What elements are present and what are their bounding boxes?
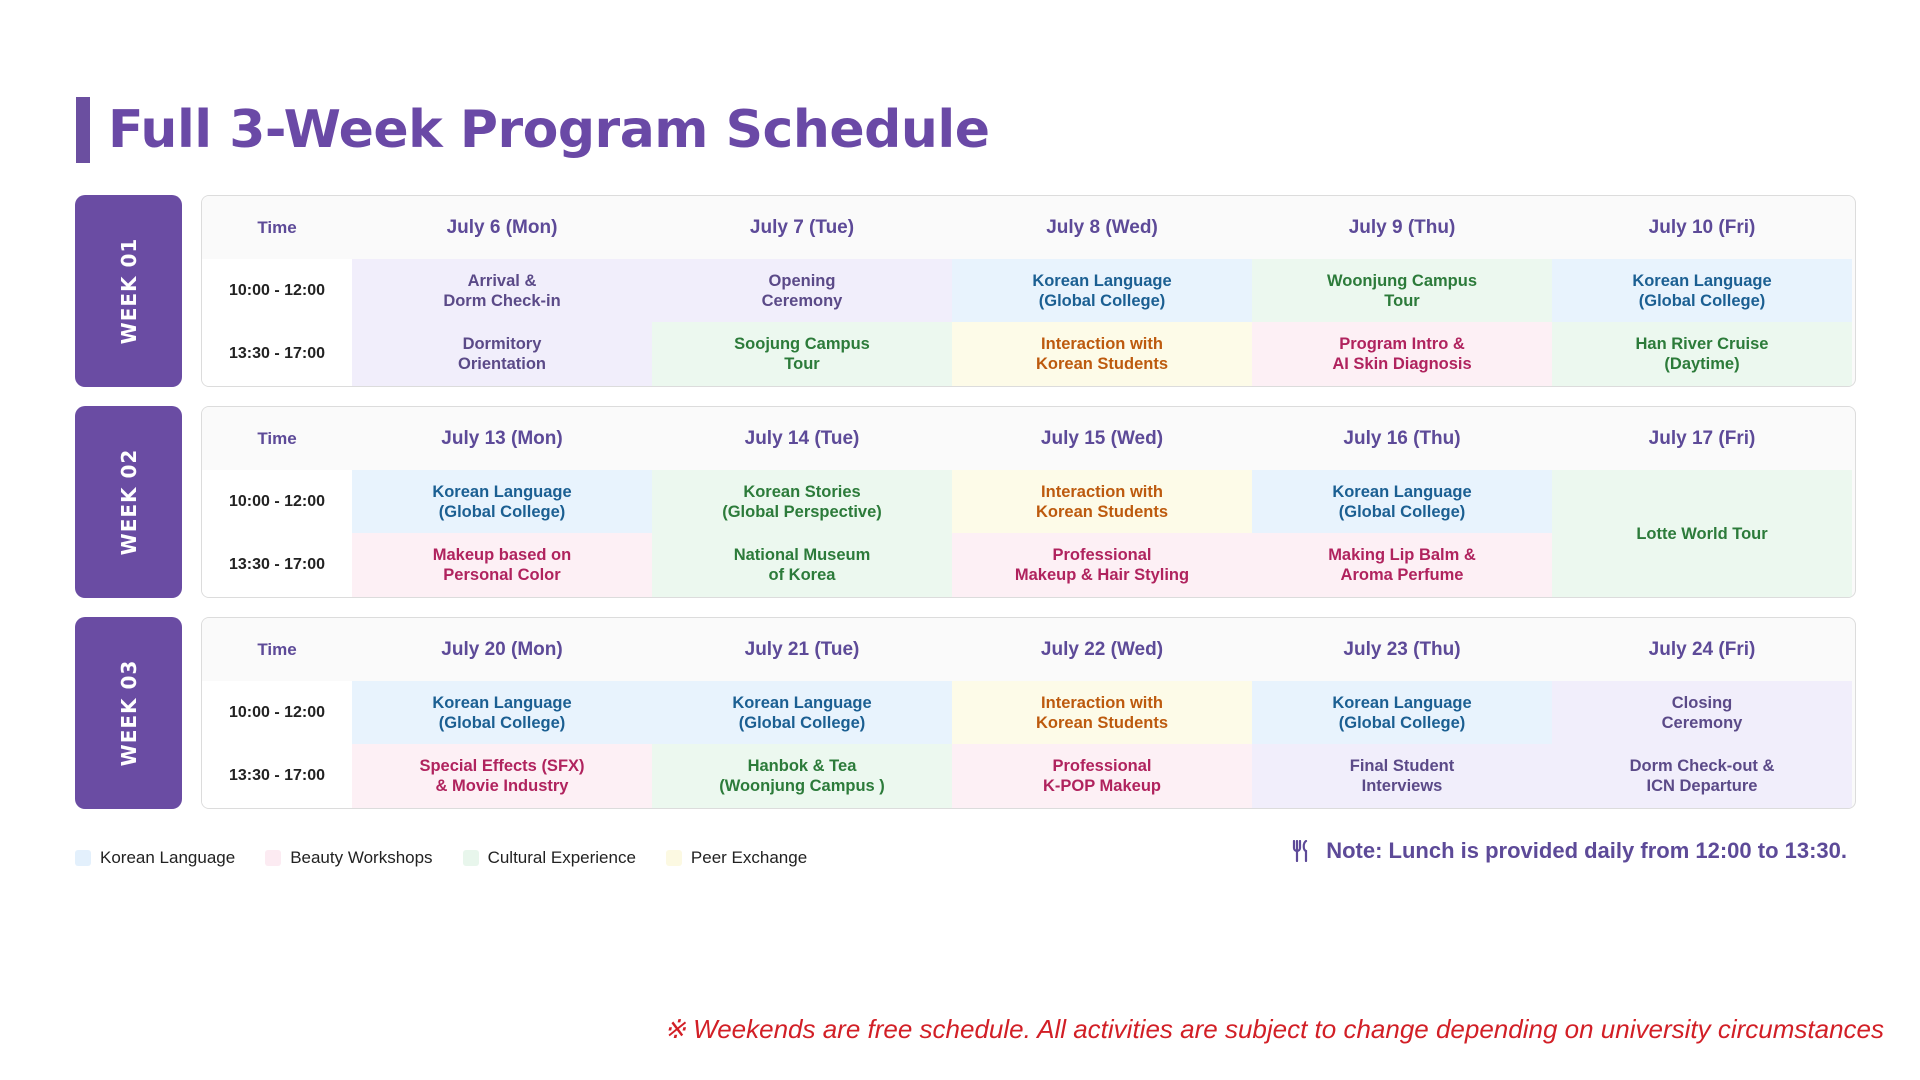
week-label-text: WEEK 01 bbox=[116, 237, 141, 345]
activity-cell: Professional Makeup & Hair Styling bbox=[952, 533, 1252, 597]
week-label bbox=[75, 617, 182, 809]
activity-cell: Professional K-POP Makeup bbox=[952, 744, 1252, 808]
day-header: July 13 (Mon) bbox=[352, 407, 652, 470]
activity-cell: Opening Ceremony bbox=[652, 259, 952, 322]
legend-item bbox=[666, 848, 807, 868]
footer-disclaimer: ※ Weekends are free schedule. All activities are subject to change depending on university circumstances bbox=[664, 1014, 1884, 1044]
activity-cell: Korean Language (Global College) bbox=[352, 470, 652, 533]
activity-cell: Program Intro & AI Skin Diagnosis bbox=[1252, 322, 1552, 386]
activity-cell: Han River Cruise (Daytime) bbox=[1552, 322, 1852, 386]
time-slot: 10:00 - 12:00 bbox=[202, 470, 352, 533]
legend-item bbox=[463, 848, 636, 868]
activity-cell: Korean Language (Global College) bbox=[952, 259, 1252, 322]
activity-cell: Hanbok & Tea (Woonjung Campus ) bbox=[652, 744, 952, 808]
activity-cell: Making Lip Balm & Aroma Perfume bbox=[1252, 533, 1552, 597]
week-label bbox=[75, 406, 182, 598]
activity-cell: Korean Stories (Global Perspective) bbox=[652, 470, 952, 533]
activity-cell: Korean Language (Global College) bbox=[1552, 259, 1852, 322]
day-header: July 8 (Wed) bbox=[952, 196, 1252, 259]
activity-cell: Dorm Check-out & ICN Departure bbox=[1552, 744, 1852, 808]
day-header: July 24 (Fri) bbox=[1552, 618, 1852, 681]
activity-cell: Arrival & Dorm Check-in bbox=[352, 259, 652, 322]
activity-cell: Dormitory Orientation bbox=[352, 322, 652, 386]
day-header: July 22 (Wed) bbox=[952, 618, 1252, 681]
week-block bbox=[75, 406, 1855, 598]
activity-cell: Korean Language (Global College) bbox=[352, 681, 652, 744]
day-header: July 23 (Thu) bbox=[1252, 618, 1552, 681]
activity-cell: Makeup based on Personal Color bbox=[352, 533, 652, 597]
week-label-text: WEEK 02 bbox=[116, 448, 141, 556]
legend-label: Korean Language bbox=[100, 848, 236, 867]
activity-cell: Interaction with Korean Students bbox=[952, 681, 1252, 744]
time-header: Time bbox=[202, 618, 352, 681]
activity-cell: Final Student Interviews bbox=[1252, 744, 1552, 808]
day-header: July 16 (Thu) bbox=[1252, 407, 1552, 470]
legend-label: Cultural Experience bbox=[487, 848, 636, 867]
legend-item bbox=[265, 848, 432, 868]
time-slot: 13:30 - 17:00 bbox=[202, 322, 352, 386]
time-header: Time bbox=[202, 196, 352, 259]
legend-swatch bbox=[463, 850, 479, 866]
activity-cell: Korean Language (Global College) bbox=[1252, 681, 1552, 744]
day-header: July 17 (Fri) bbox=[1552, 407, 1852, 470]
page-title: Full 3-Week Program Schedule bbox=[108, 100, 990, 160]
legend bbox=[75, 848, 837, 868]
activity-cell: National Museum of Korea bbox=[652, 533, 952, 597]
activity-cell: Korean Language (Global College) bbox=[652, 681, 952, 744]
title-accent-bar bbox=[76, 97, 90, 163]
activity-cell-fullday: Lotte World Tour bbox=[1552, 470, 1852, 597]
utensils-icon bbox=[1292, 840, 1312, 862]
week-label-text: WEEK 03 bbox=[116, 659, 141, 767]
legend-swatch bbox=[666, 850, 682, 866]
legend-label: Beauty Workshops bbox=[290, 848, 433, 867]
week-table bbox=[201, 617, 1856, 809]
lunch-note bbox=[1292, 838, 1847, 864]
week-label bbox=[75, 195, 182, 387]
day-header: July 7 (Tue) bbox=[652, 196, 952, 259]
day-header: July 21 (Tue) bbox=[652, 618, 952, 681]
week-block bbox=[75, 617, 1855, 809]
week-table bbox=[201, 406, 1856, 598]
title-block bbox=[76, 96, 989, 164]
time-slot: 13:30 - 17:00 bbox=[202, 744, 352, 808]
activity-cell: Interaction with Korean Students bbox=[952, 470, 1252, 533]
day-header: July 10 (Fri) bbox=[1552, 196, 1852, 259]
day-header: July 20 (Mon) bbox=[352, 618, 652, 681]
legend-item bbox=[75, 848, 235, 868]
day-header: July 15 (Wed) bbox=[952, 407, 1252, 470]
activity-cell: Soojung Campus Tour bbox=[652, 322, 952, 386]
legend-label: Peer Exchange bbox=[690, 848, 808, 867]
time-header: Time bbox=[202, 407, 352, 470]
activity-cell: Closing Ceremony bbox=[1552, 681, 1852, 744]
time-slot: 10:00 - 12:00 bbox=[202, 681, 352, 744]
day-header: July 6 (Mon) bbox=[352, 196, 652, 259]
activity-cell: Woonjung Campus Tour bbox=[1252, 259, 1552, 322]
time-slot: 10:00 - 12:00 bbox=[202, 259, 352, 322]
legend-swatch bbox=[265, 850, 281, 866]
week-block bbox=[75, 195, 1855, 387]
day-header: July 14 (Tue) bbox=[652, 407, 952, 470]
activity-cell: Interaction with Korean Students bbox=[952, 322, 1252, 386]
activity-cell: Korean Language (Global College) bbox=[1252, 470, 1552, 533]
week-table bbox=[201, 195, 1856, 387]
legend-swatch bbox=[75, 850, 91, 866]
day-header: July 9 (Thu) bbox=[1252, 196, 1552, 259]
activity-cell: Special Effects (SFX) & Movie Industry bbox=[352, 744, 652, 808]
lunch-note-text: Note: Lunch is provided daily from 12:00 to 13:30. bbox=[1326, 838, 1847, 863]
time-slot: 13:30 - 17:00 bbox=[202, 533, 352, 597]
